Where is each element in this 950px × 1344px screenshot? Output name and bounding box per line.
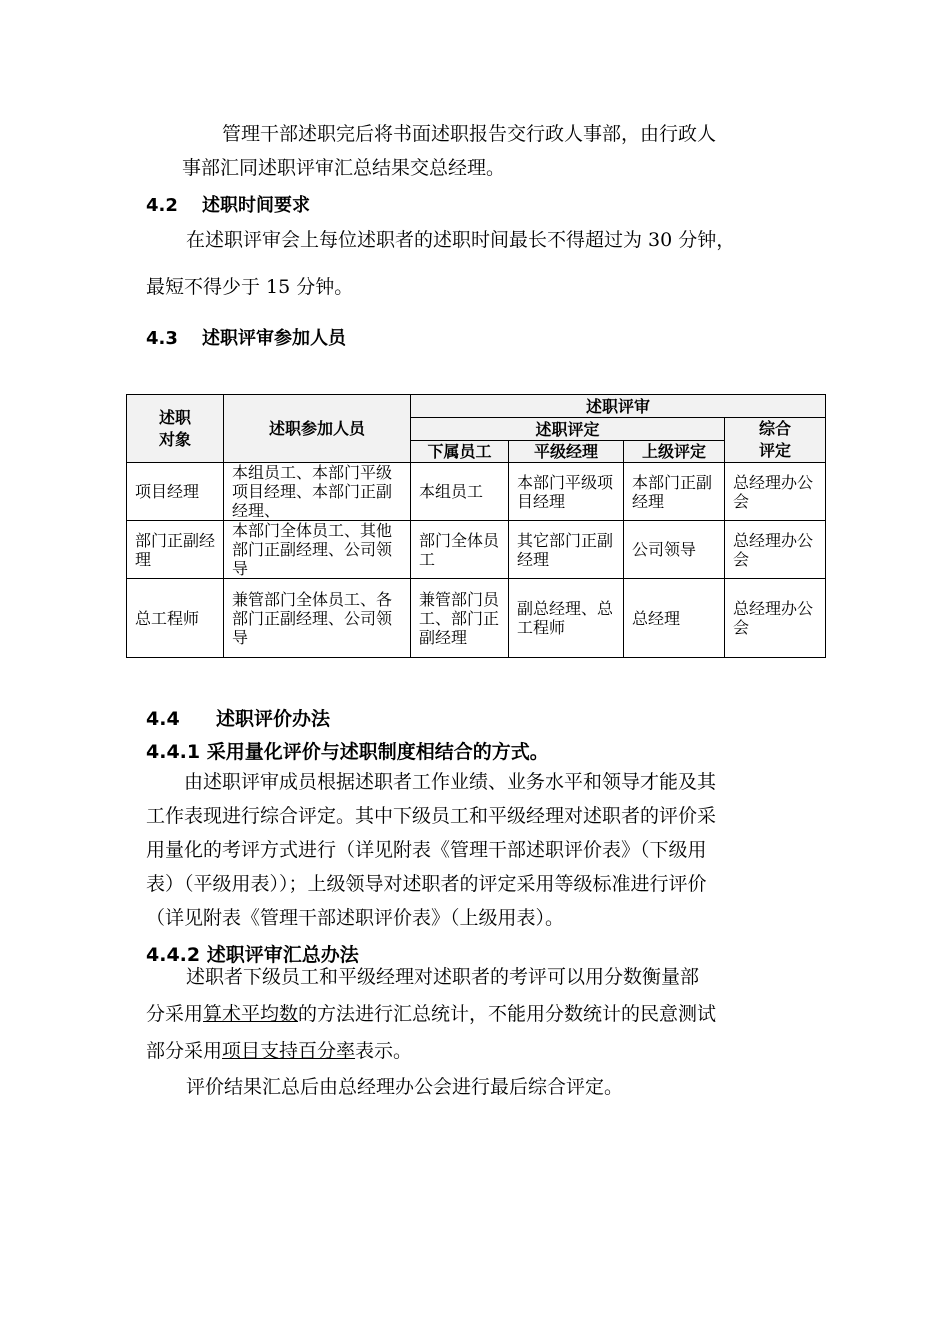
- header-participants: 述职参加人员: [224, 395, 411, 463]
- cell-target: 总工程师: [127, 579, 224, 658]
- cell-subordinate: 部门全体员工: [411, 521, 509, 579]
- heading-number: 4.2: [146, 195, 178, 216]
- final-line: 评价结果汇总后由总经理办公会进行最后综合评定。: [186, 1076, 624, 1098]
- header-review: 述职评审: [411, 395, 826, 418]
- text-run: 分采用: [146, 1003, 204, 1025]
- intro-line-2: 事部汇同述职评审汇总结果交总经理。: [182, 157, 506, 179]
- header-overall: 综合 评定: [725, 418, 826, 463]
- heading-title: 述职时间要求: [202, 195, 310, 216]
- table-row: [127, 521, 826, 579]
- cell-overall: 总经理办公会: [725, 579, 826, 658]
- heading-number: 4.4: [146, 708, 180, 730]
- cell-peer: 本部门平级项目经理: [509, 463, 624, 521]
- reviewer-table: [126, 394, 826, 658]
- heading-number: 4.3: [146, 328, 178, 349]
- summary-line-3: [146, 1038, 412, 1064]
- summary-line-1: 述职者下级员工和平级经理对述职者的考评可以用分数衡量部: [186, 966, 700, 988]
- intro-line-1: 管理干部述职完后将书面述职报告交行政人事部，由行政人: [222, 123, 717, 145]
- time-line-2: 最短不得少于 15 分钟。: [146, 276, 354, 298]
- heading-4-4-2: 4.4.2 述职评审汇总办法: [146, 944, 359, 966]
- heading-4-4: [146, 704, 330, 731]
- heading-4-2: [146, 191, 310, 217]
- text-run: 的方法进行汇总统计，不能用分数统计的民意测试: [298, 1003, 717, 1025]
- summary-line-2: [146, 1001, 716, 1027]
- eval-line-4: 表）（平级用表））；上级领导对述职者的评定采用等级标准进行评价: [146, 873, 707, 895]
- cell-target: 部门正副经理: [127, 521, 224, 579]
- cell-peer: 其它部门正副经理: [509, 521, 624, 579]
- cell-participants: 本部门全体员工、其他部门正副经理、公司领导: [224, 521, 411, 579]
- header-target: 述职 对象: [127, 395, 224, 463]
- cell-overall: 总经理办公会: [725, 463, 826, 521]
- text-run: 部分采用: [146, 1040, 223, 1062]
- cell-superior: 总经理: [624, 579, 725, 658]
- underlined-term: 算术平均数: [203, 1003, 299, 1025]
- text-run: 表示。: [355, 1040, 413, 1062]
- eval-line-3: 用量化的考评方式进行（详见附表《管理干部述职评价表》（下级用: [146, 839, 707, 861]
- cell-superior: 本部门正副经理: [624, 463, 725, 521]
- time-line-1: 在述职评审会上每位述职者的述职时间最长不得超过为 30 分钟，: [186, 229, 736, 251]
- header-superior: 上级评定: [624, 441, 725, 463]
- header-assessment: 述职评定: [411, 418, 725, 441]
- header-subordinate: 下属员工: [411, 441, 509, 463]
- cell-peer: 副总经理、总工程师: [509, 579, 624, 658]
- heading-4-4-1: 4.4.1 采用量化评价与述职制度相结合的方式。: [146, 741, 549, 763]
- cell-overall: 总经理办公会: [725, 521, 826, 579]
- underlined-term: 项目支持百分率: [222, 1040, 356, 1062]
- eval-line-2: 工作表现进行综合评定。其中下级员工和平级经理对述职者的评价采: [146, 805, 717, 827]
- heading-title: 述职评审参加人员: [202, 328, 346, 349]
- cell-subordinate: 本组员工: [411, 463, 509, 521]
- cell-superior: 公司领导: [624, 521, 725, 579]
- table-row: [127, 463, 826, 521]
- cell-participants: 本组员工、本部门平级项目经理、本部门正副经理、: [224, 463, 411, 521]
- cell-participants: 兼管部门全体员工、各部门正副经理、公司领导: [224, 579, 411, 658]
- eval-line-5: （详见附表《管理干部述职评价表》（上级用表）。: [146, 907, 565, 929]
- header-peer: 平级经理: [509, 441, 624, 463]
- eval-line-1: 由述职评审成员根据述职者工作业绩、业务水平和领导才能及其: [184, 771, 717, 793]
- heading-4-3: [146, 324, 346, 350]
- cell-target: 项目经理: [127, 463, 224, 521]
- cell-subordinate: 兼管部门员工、部门正副经理: [411, 579, 509, 658]
- table-row: [127, 579, 826, 658]
- heading-title: 述职评价办法: [216, 708, 331, 730]
